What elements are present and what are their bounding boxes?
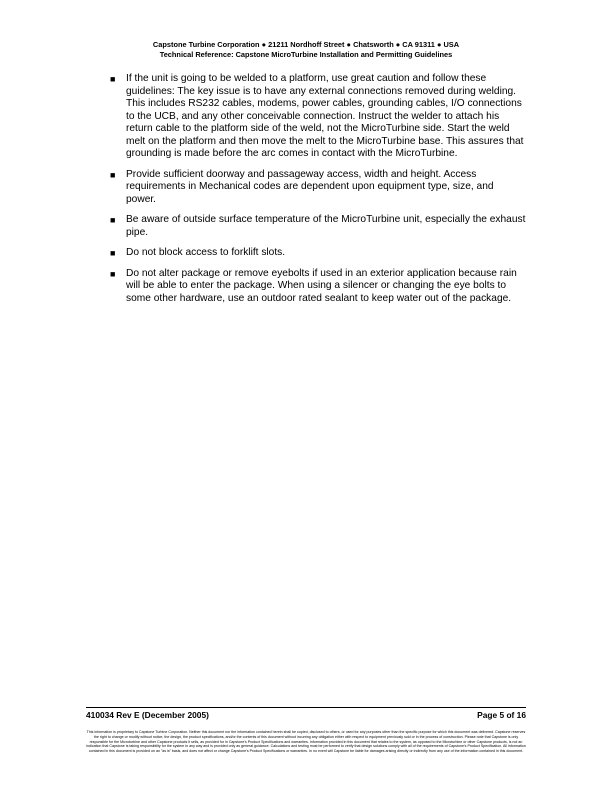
document-revision: 410034 Rev E (December 2005) — [86, 710, 209, 720]
header-reference-line: Technical Reference: Capstone MicroTurbine Installation and Permitting Guidelines — [159, 50, 453, 59]
page-number: Page 5 of 16 — [477, 710, 526, 720]
list-item-text: Provide sufficient doorway and passageway access, width and height. Access requirements in Mechanical codes are dependent upon equipment type, size, and power. — [126, 168, 494, 205]
bullet-icon: ■ — [110, 215, 116, 225]
list-item-text: Be aware of outside surface temperature of the MicroTurbine unit, especially the exhaust pipe. — [126, 214, 526, 238]
list-item-text: Do not block access to forklift slots. — [126, 247, 286, 258]
list-item — [106, 247, 526, 260]
list-item-text: Do not alter package or remove eyebolts if used in an exterior application because rain will be able to enter the package. When using a silencer or changing the eye bolts to some other hardware, use an outdoor rated sealant to keep water out of the package. — [126, 267, 517, 304]
legal-disclaimer: This information is proprietary to Capstone Turbine Corporation. Neither this document nor the information contained herein shall be copied, disclosed to others, or used for any purposes other than the specific purpose for which this document was delivered. Capstone reserves the right to change or modify without notice, the design, the product specifications, and/or the contents of this document without incurring any obligation either with respect to equipment previously sold or in the process of construction. Please note that Capstone is only responsible for the Microturbine and other Capstone products it sells, as provided for in Capstone's Product Specifications and warranties. Information provided in this document that relates to the system, as opposed to the Microturbine or other Capstone products, is not an indication that Capstone is taking responsibility for the system in any way and is provided only as general guidance. Calculations and testing must be performed to verify that design solutions comply with all of the requirements of Capstone's Product Specification. All information contained in this document is provided on an "as is" basis, and does not affect or change Capstone's Product Specifications or warranties. In no event will Capstone be liable for damages arising directly or indirectly from any use of the information contained in this document. — [86, 730, 526, 754]
guideline-list — [106, 73, 526, 313]
list-item-text: If the unit is going to be welded to a platform, use great caution and follow these guidelines: The key issue is to have any external connections removed during welding. This includes RS232 cables, modems, power cables, grounding cables, I/O connections to the UCB, and any other conceivable connection. Instruct the welder to attach his return cable to the platform side of the weld, not the MicroTurbine side. Start the weld melt on the platform and then move the melt to the MicroTurbine base. This assures that grounding is made before the arc comes in contact with the MicroTurbine. — [126, 73, 524, 159]
list-item — [106, 73, 526, 161]
header-company-line: Capstone Turbine Corporation ● 21211 Nordhoff Street ● Chatsworth ● CA 91311 ● USA — [152, 40, 460, 49]
list-item — [106, 268, 526, 306]
bullet-icon: ■ — [110, 169, 116, 180]
bullet-icon: ■ — [110, 268, 116, 279]
bullet-icon: ■ — [110, 74, 116, 84]
list-item — [106, 214, 526, 239]
page-header — [0, 40, 612, 60]
list-item — [106, 169, 526, 207]
bullet-icon: ■ — [110, 248, 116, 258]
footer-divider — [86, 707, 526, 708]
